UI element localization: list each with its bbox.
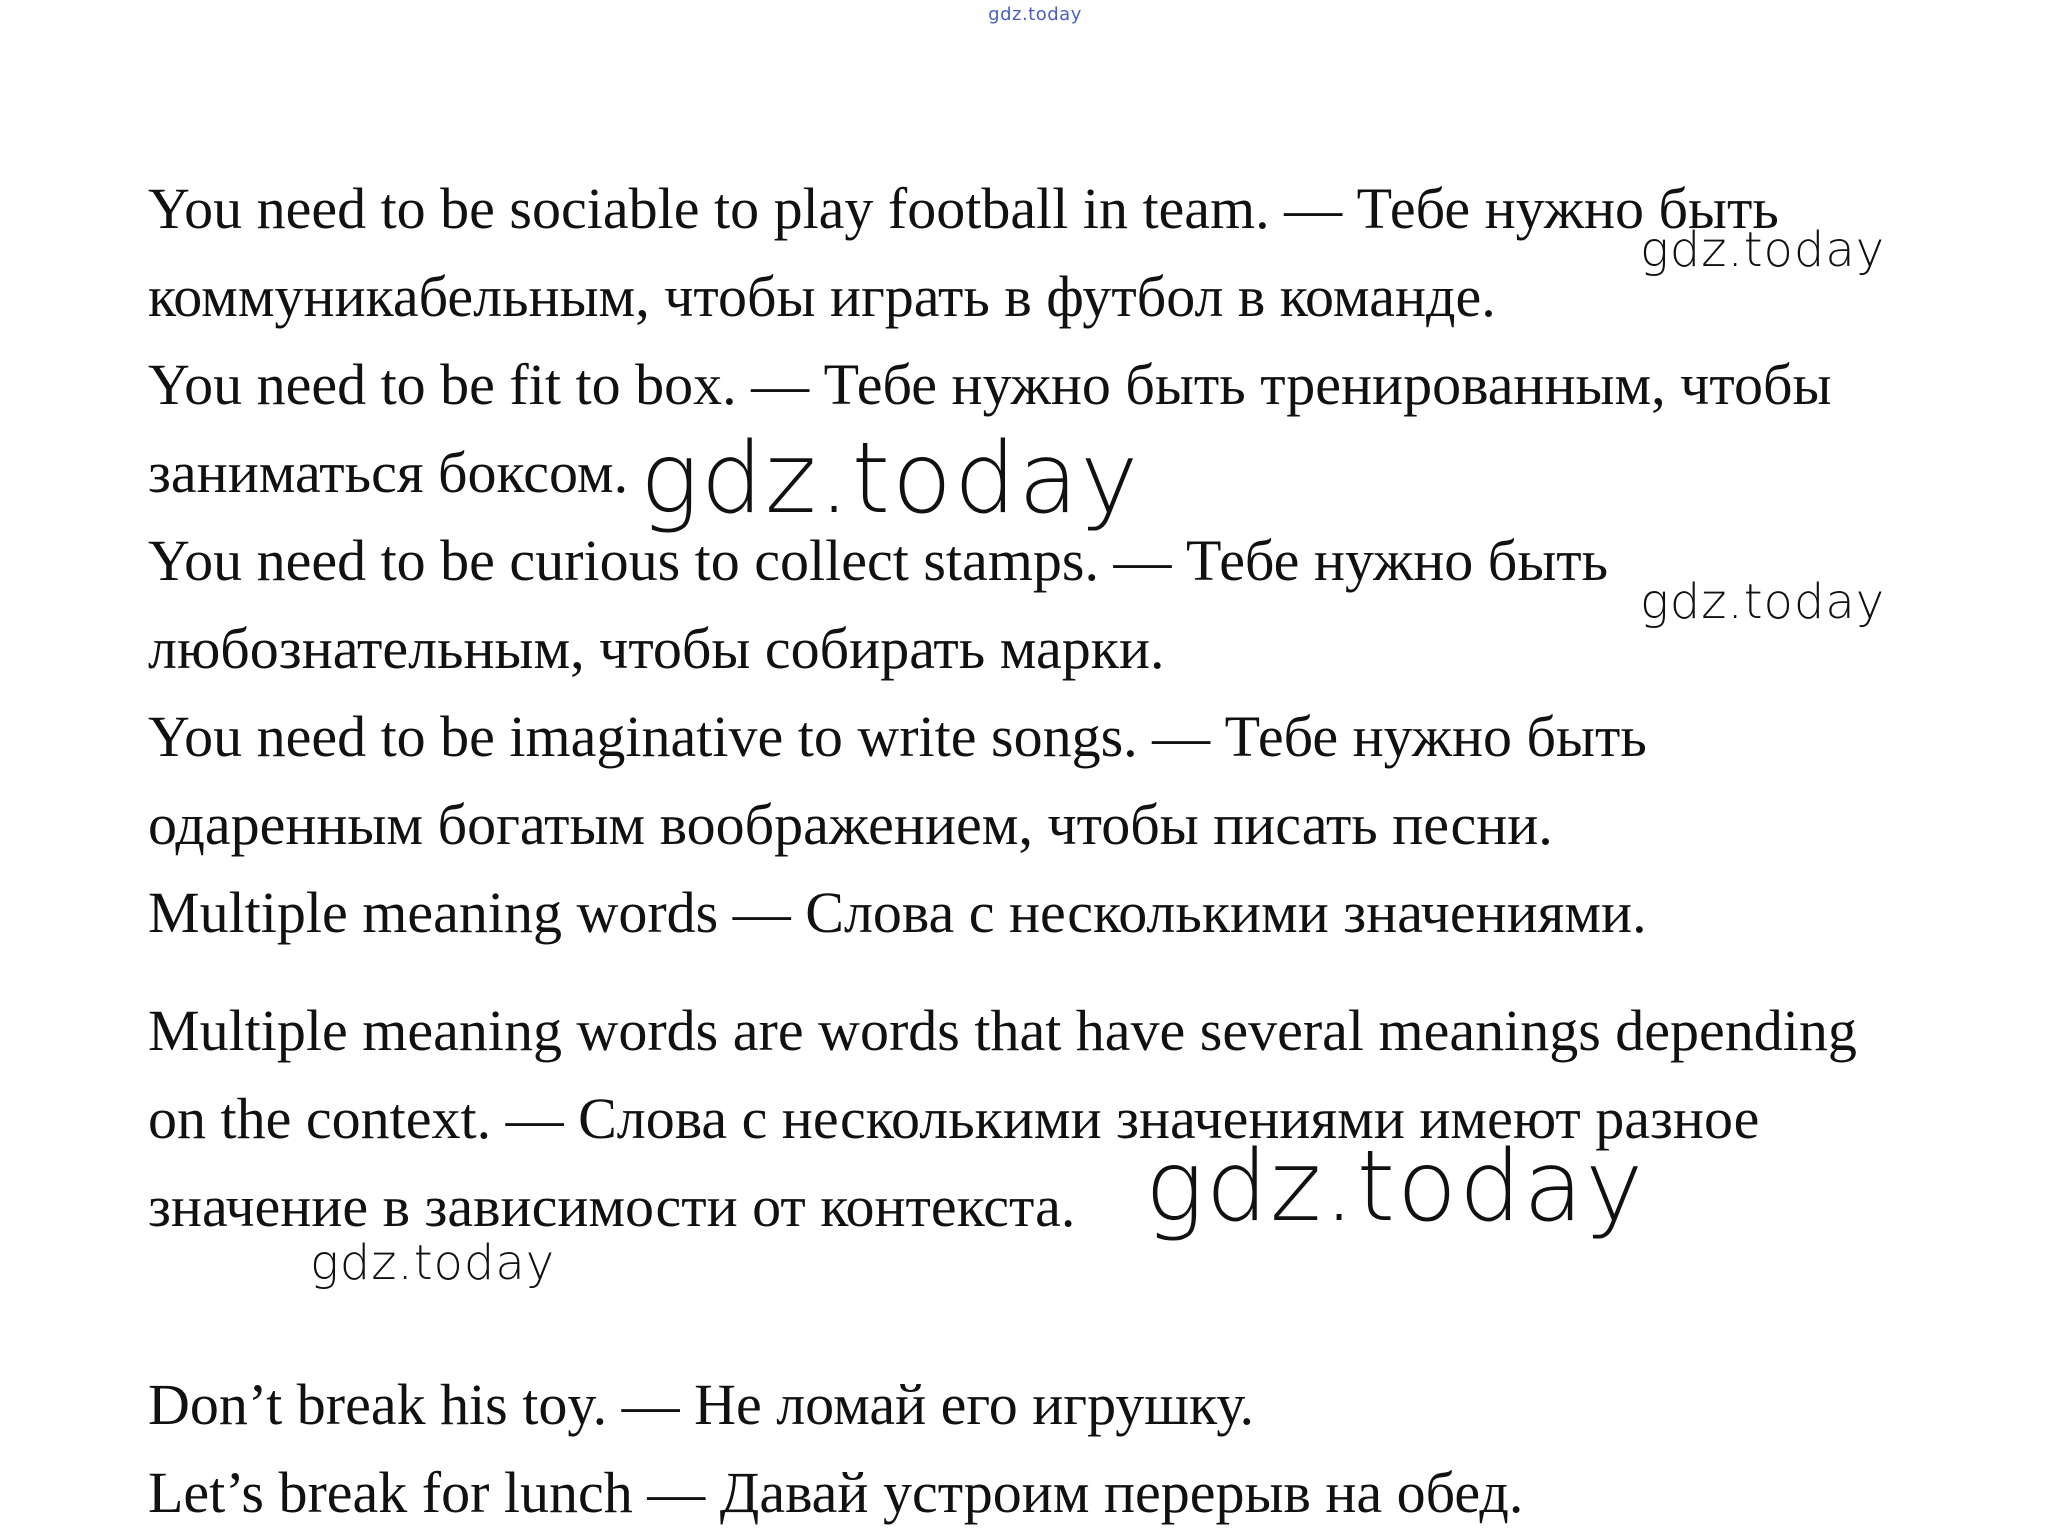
text-line: любознательным, чтобы собирать марки. <box>148 616 1165 681</box>
text-line: заниматься боксом. <box>148 440 629 505</box>
header-watermark: gdz.today <box>988 4 1082 25</box>
text-line: You need to be imaginative to write songs. — Тебе нужно быть <box>148 704 1647 769</box>
text-line: on the context. — Слова с несколькими значениями имеют разное <box>148 1086 1760 1151</box>
text-line: Let’s break for lunch — Давай устроим перерыв на обед. <box>148 1460 1524 1525</box>
watermark: gdz.today <box>1145 1130 1646 1244</box>
text-line: значение в зависимости от контекста. <box>148 1174 1076 1239</box>
text-line: Multiple meaning words are words that have several meanings depending <box>148 998 1857 1063</box>
document-body <box>148 165 1938 1537</box>
watermark: gdz.today <box>310 1235 556 1291</box>
text-line: Don’t break his toy. — Не ломай его игрушку. <box>148 1372 1255 1437</box>
text-line: You need to be sociable to play football in team. — Тебе нужно быть <box>148 176 1779 241</box>
watermark: gdz.today <box>1640 222 1886 278</box>
watermark: gdz.today <box>1640 574 1886 630</box>
paragraph-gap <box>148 957 1938 987</box>
watermark: gdz.today <box>640 422 1141 536</box>
text-line: You need to be fit to box. — Тебе нужно быть тренированным, чтобы <box>148 352 1832 417</box>
text-line: одаренным богатым воображением, чтобы писать песни. <box>148 792 1553 857</box>
text-line: You need to be curious to collect stamps. — Тебе нужно быть <box>148 528 1609 593</box>
text-line: коммуникабельным, чтобы играть в футбол в команде. <box>148 264 1496 329</box>
text-line: Multiple meaning words — Слова с несколькими значениями. <box>148 880 1647 945</box>
